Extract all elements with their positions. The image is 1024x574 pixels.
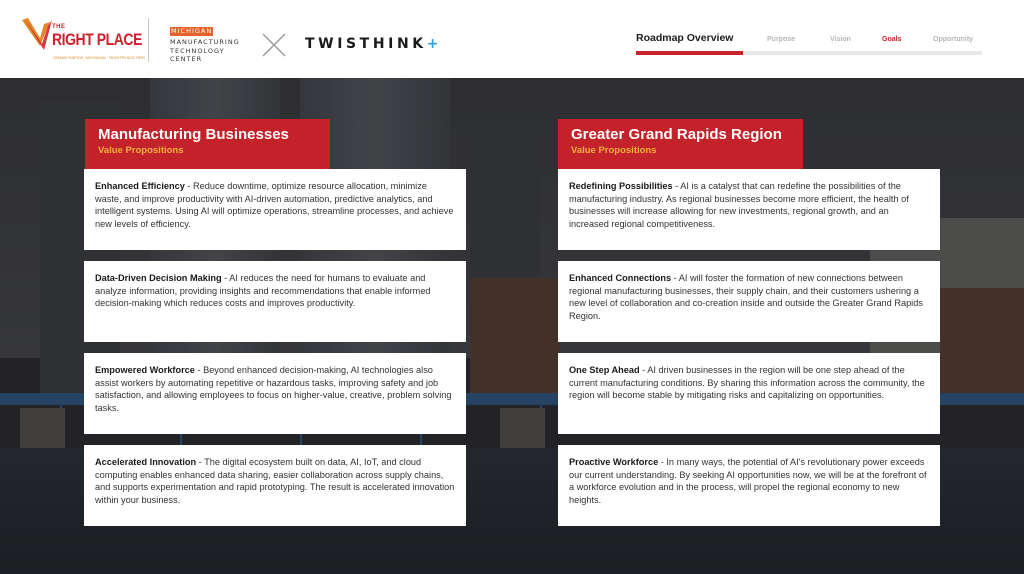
column-subtitle: Value Propositions (571, 145, 657, 156)
value-card-proactive-workforce (558, 445, 940, 526)
column-header-grand-rapids (558, 119, 803, 169)
value-card-empowered-workforce (84, 353, 466, 434)
right-place-tagline: GRAND RAPIDS, MICHIGAN · RIGHTPLACE.ORG (53, 55, 146, 60)
card-term: Enhanced Efficiency (95, 181, 185, 191)
right-place-name: RIGHT PLACE (52, 30, 142, 49)
twisthink-wordmark: TWISTHINK (305, 36, 427, 52)
nav-roadmap-overview[interactable]: Roadmap Overview (636, 32, 734, 44)
nav-opportunity[interactable]: Opportunity (933, 36, 974, 43)
right-place-the: THE (52, 24, 66, 30)
column-header-manufacturing (85, 119, 330, 169)
card-term: Redefining Possibilities (569, 181, 673, 191)
mmtc-logo (170, 20, 240, 64)
card-term: One Step Ahead (569, 365, 640, 375)
card-term: Data-Driven Decision Making (95, 273, 222, 283)
card-term: Proactive Workforce (569, 457, 659, 467)
card-text: - AI will foster the formation of new connections between regional manufacturing businesses, their supply chain, and their customers ushering a new level of collaboration and co-creation inside and outside the Greater Grand Rapids Region. (569, 273, 923, 321)
nav-purpose[interactable]: Purpose (767, 36, 796, 43)
card-term: Empowered Workforce (95, 365, 195, 375)
header-bar (0, 0, 1024, 78)
mmtc-line: MANUFACTURING (170, 38, 240, 46)
card-text: - In many ways, the potential of AI's revolutionary power exceeds our current understanding. By seeking AI opportunities now, we will be at the forefront of a workforce evolution and in the process, will propel the regional economy to new heights. (569, 457, 927, 505)
card-term: Enhanced Connections (569, 273, 672, 283)
card-text: - The digital ecosystem built on data, AI, IoT, and cloud computing enables enhanced data sharing, easier collaboration across supply chains, and supports experimentation and rapid prototyping. The result is accelerated innovation within your business. (95, 457, 455, 505)
value-card-one-step-ahead (558, 353, 940, 434)
nav-progress-fill (636, 51, 743, 55)
nav-goals[interactable]: Goals (882, 36, 902, 43)
logo-divider (148, 18, 149, 62)
roadmap-nav (636, 32, 982, 58)
value-card-data-driven-decision-making (84, 261, 466, 342)
card-text: - Reduce downtime, optimize resource allocation, minimize waste, and improve productivity with AI-driven automation, predictive analytics, and intelligent systems. Using AI will optimize operations, streamline processes, and achieve new levels of efficiency. (95, 181, 454, 229)
card-text: - AI reduces the need for humans to evaluate and analyze information, providing insights and recommendations that enable informed decision-making which reduces costs and improves productivity. (95, 273, 431, 309)
mmtc-line: TECHNOLOGY (170, 46, 225, 55)
column-title: Greater Grand Rapids Region (571, 126, 782, 143)
value-card-enhanced-efficiency (84, 169, 466, 250)
twisthink-logo (305, 36, 438, 52)
twisthink-plus-icon: + (426, 36, 439, 52)
card-text: - AI driven businesses in the region will be one step ahead of the current manufacturing conditions. By sharing this information across the community, the region will become stable by mitigating risks and capitalizing on opportunities. (569, 365, 925, 401)
mmtc-line: MICHIGAN (171, 27, 213, 35)
partnership-cross-icon (262, 33, 286, 57)
right-place-swoosh-icon (20, 16, 54, 60)
card-text: - Beyond enhanced decision-making, AI technologies also assist workers by automating repetitive or hazardous tasks, improving safety and job satisfaction, and allowing employees to focus on higher-value, creative, problem solving tasks. (95, 365, 452, 413)
value-card-enhanced-connections (558, 261, 940, 342)
column-subtitle: Value Propositions (98, 145, 184, 156)
card-term: Accelerated Innovation (95, 457, 197, 467)
nav-vision[interactable]: Vision (830, 36, 851, 43)
right-place-logo (20, 16, 146, 64)
value-card-accelerated-innovation (84, 445, 466, 526)
value-card-redefining-possibilities (558, 169, 940, 250)
card-text: - AI is a catalyst that can redefine the possibilities of the manufacturing industry. As regional businesses become more efficient, the health of businesses will increase allowing for new investments, regional growth, and an increased regional competitiveness. (569, 181, 909, 229)
column-title: Manufacturing Businesses (98, 126, 289, 143)
mmtc-line: CENTER (170, 55, 203, 63)
